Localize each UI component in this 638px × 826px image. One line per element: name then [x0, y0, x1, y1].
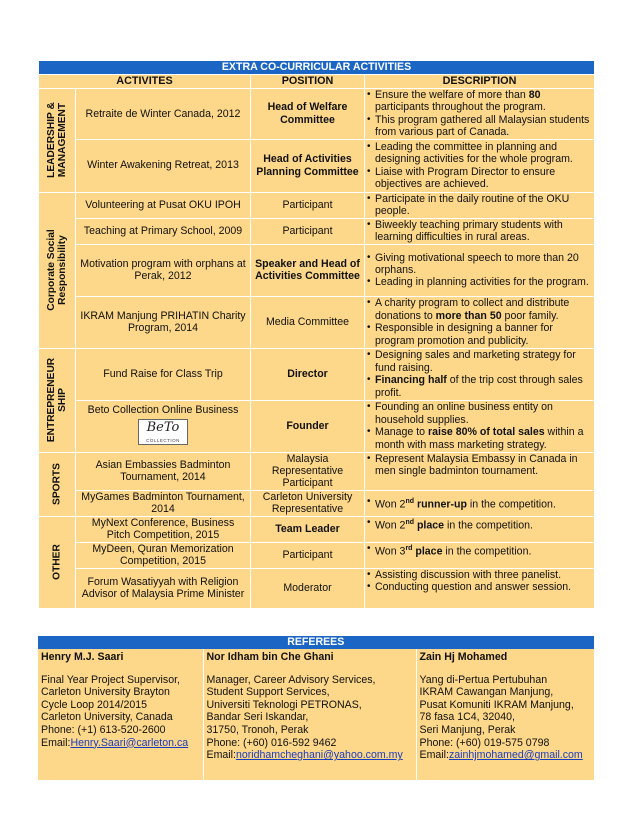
table-row [39, 139, 595, 192]
table-row [39, 89, 595, 140]
description: • Participate in the daily routine of the OKU people. [365, 192, 595, 218]
table-row [39, 218, 595, 244]
header-position: POSITION [251, 75, 365, 89]
position-name: Participant [251, 218, 365, 244]
category-csr: Corporate Social Responsibility [39, 192, 76, 348]
referee-name: Zain Hj Mohamed [416, 649, 594, 674]
table-row [39, 296, 595, 348]
table-header [39, 75, 595, 89]
referee-names [38, 649, 594, 674]
email-link[interactable]: Henry.Saari@carleton.ca [70, 736, 189, 749]
activity-name: Teaching at Primary School, 2009 [76, 218, 251, 244]
activities-title: EXTRA CO-CURRICULAR ACTIVITIES [39, 61, 595, 75]
category-entrepreneurship: ENTREPRENEUR SHIP [39, 348, 76, 452]
table-row [39, 542, 595, 568]
position-name: Founder [251, 400, 365, 452]
table-row [39, 516, 595, 542]
activity-name: MyDeen, Quran Memorization Competition, 2015 [76, 542, 251, 568]
activity-beto [76, 400, 251, 452]
description: • Founding an online business entity on household supplies. • Manage to raise 80% of total sales within a month with mass marketing strategy. [365, 400, 595, 452]
position-name: Head of Welfare Committee [251, 89, 365, 140]
activities-table [38, 60, 595, 609]
position-name: Moderator [251, 568, 365, 608]
table-row [39, 348, 595, 400]
activity-name: MyGames Badminton Tournament, 2014 [76, 490, 251, 516]
referees-table [38, 636, 595, 780]
category-other: OTHER [39, 516, 76, 608]
description: • Leading the committee in planning and designing activities for the whole program. • Liaise with Program Director to ensure objectives are achieved. [365, 139, 595, 192]
referee-contact: Final Year Project Supervisor, Carleton University Brayton Cycle Loop 2014/2015 Carleton University, Canada Phone: (+1) 613-520-2600 Email:Henry.Saari@carleton.ca [38, 674, 203, 780]
referees-section [38, 636, 594, 780]
description: • Won 2nd place in the competition. [365, 516, 595, 542]
position-name: Malaysia Representative Participant [251, 452, 365, 490]
description: • Giving motivational speech to more than 20 orphans. • Leading in planning activities for the program. [365, 244, 595, 296]
description: • Biweekly teaching primary students with learning difficulties in rural areas. [365, 218, 595, 244]
position-name: Carleton University Representative [251, 490, 365, 516]
description: • Designing sales and marketing strategy for fund raising. • Financing half of the trip cost through sales profit. [365, 348, 595, 400]
description: • Won 2nd runner-up in the competition. [365, 490, 595, 516]
category-leadership: LEADERSHIP & MANAGEMENT [39, 89, 76, 193]
header-activities: ACTIVITES [39, 75, 251, 89]
description: • Won 3rd place in the competition. [365, 542, 595, 568]
email-link[interactable]: zainhjmohamed@gmail.com [448, 749, 583, 762]
activity-name: Motivation program with orphans at Perak, 2012 [76, 244, 251, 296]
referee-name: Nor Idham bin Che Ghani [203, 649, 416, 674]
description: • A charity program to collect and distribute donations to more than 50 poor family. • Responsible in designing a banner for program promotion and publicity. [365, 296, 595, 348]
activity-name: IKRAM Manjung PRIHATIN Charity Program, 2014 [76, 296, 251, 348]
header-description: DESCRIPTION [365, 75, 595, 89]
activity-name: Beto Collection Online Business [87, 403, 239, 416]
activities-section [38, 60, 594, 609]
position-name: Participant [251, 192, 365, 218]
position-name: Participant [251, 542, 365, 568]
activity-name: Winter Awakening Retreat, 2013 [76, 139, 251, 192]
position-name: Media Committee [251, 296, 365, 348]
position-name: Speaker and Head of Activities Committee [251, 244, 365, 296]
referee-details [38, 674, 594, 780]
table-row [39, 490, 595, 516]
activity-name: Forum Wasatiyyah with Religion Advisor of Malaysia Prime Minister [76, 568, 251, 608]
table-row [39, 400, 595, 452]
category-sports: SPORTS [39, 452, 76, 516]
activity-name: Volunteering at Pusat OKU IPOH [76, 192, 251, 218]
activity-name: Asian Embassies Badminton Tournament, 2014 [76, 452, 251, 490]
referee-contact: Manager, Career Advisory Services, Student Support Services, Universiti Teknologi PETRONAS, Bandar Seri Iskandar, 31750, Tronoh, Perak Phone: (+60) 016-592 9462 Email:noridhamcheghani@yahoo.com.my [203, 674, 416, 780]
referee-name: Henry M.J. Saari [38, 649, 203, 674]
description: • Assisting discussion with three panelist. • Conducting question and answer session. [365, 568, 595, 608]
referee-contact: Yang di-Pertua Pertubuhan IKRAM Cawangan Manjung, Pusat Komuniti IKRAM Manjung, 78 fasa 1C4, 32040, Seri Manjung, Perak Phone: (+60) 019-575 0798 Email:zainhjmohamed@gmail.com [416, 674, 594, 780]
referees-title: REFEREES [38, 636, 594, 649]
description: • Represent Malaysia Embassy in Canada in men single badminton tournament. [365, 452, 595, 490]
table-row [39, 244, 595, 296]
email-link[interactable]: noridhamcheghani@yahoo.com.my [235, 749, 403, 762]
position-name: Team Leader [251, 516, 365, 542]
table-row [39, 192, 595, 218]
table-row [39, 568, 595, 608]
activity-name: Retraite de Winter Canada, 2012 [76, 89, 251, 140]
beto-collection-logo: BeTo COLLECTION [138, 419, 188, 445]
position-name: Director [251, 348, 365, 400]
activity-name: MyNext Conference, Business Pitch Competition, 2015 [76, 516, 251, 542]
description: • Ensure the welfare of more than 80 participants throughout the program. • This program gathered all Malaysian students from various part of Canada. [365, 89, 595, 140]
position-name: Head of Activities Planning Committee [251, 139, 365, 192]
activity-name: Fund Raise for Class Trip [76, 348, 251, 400]
table-row [39, 452, 595, 490]
